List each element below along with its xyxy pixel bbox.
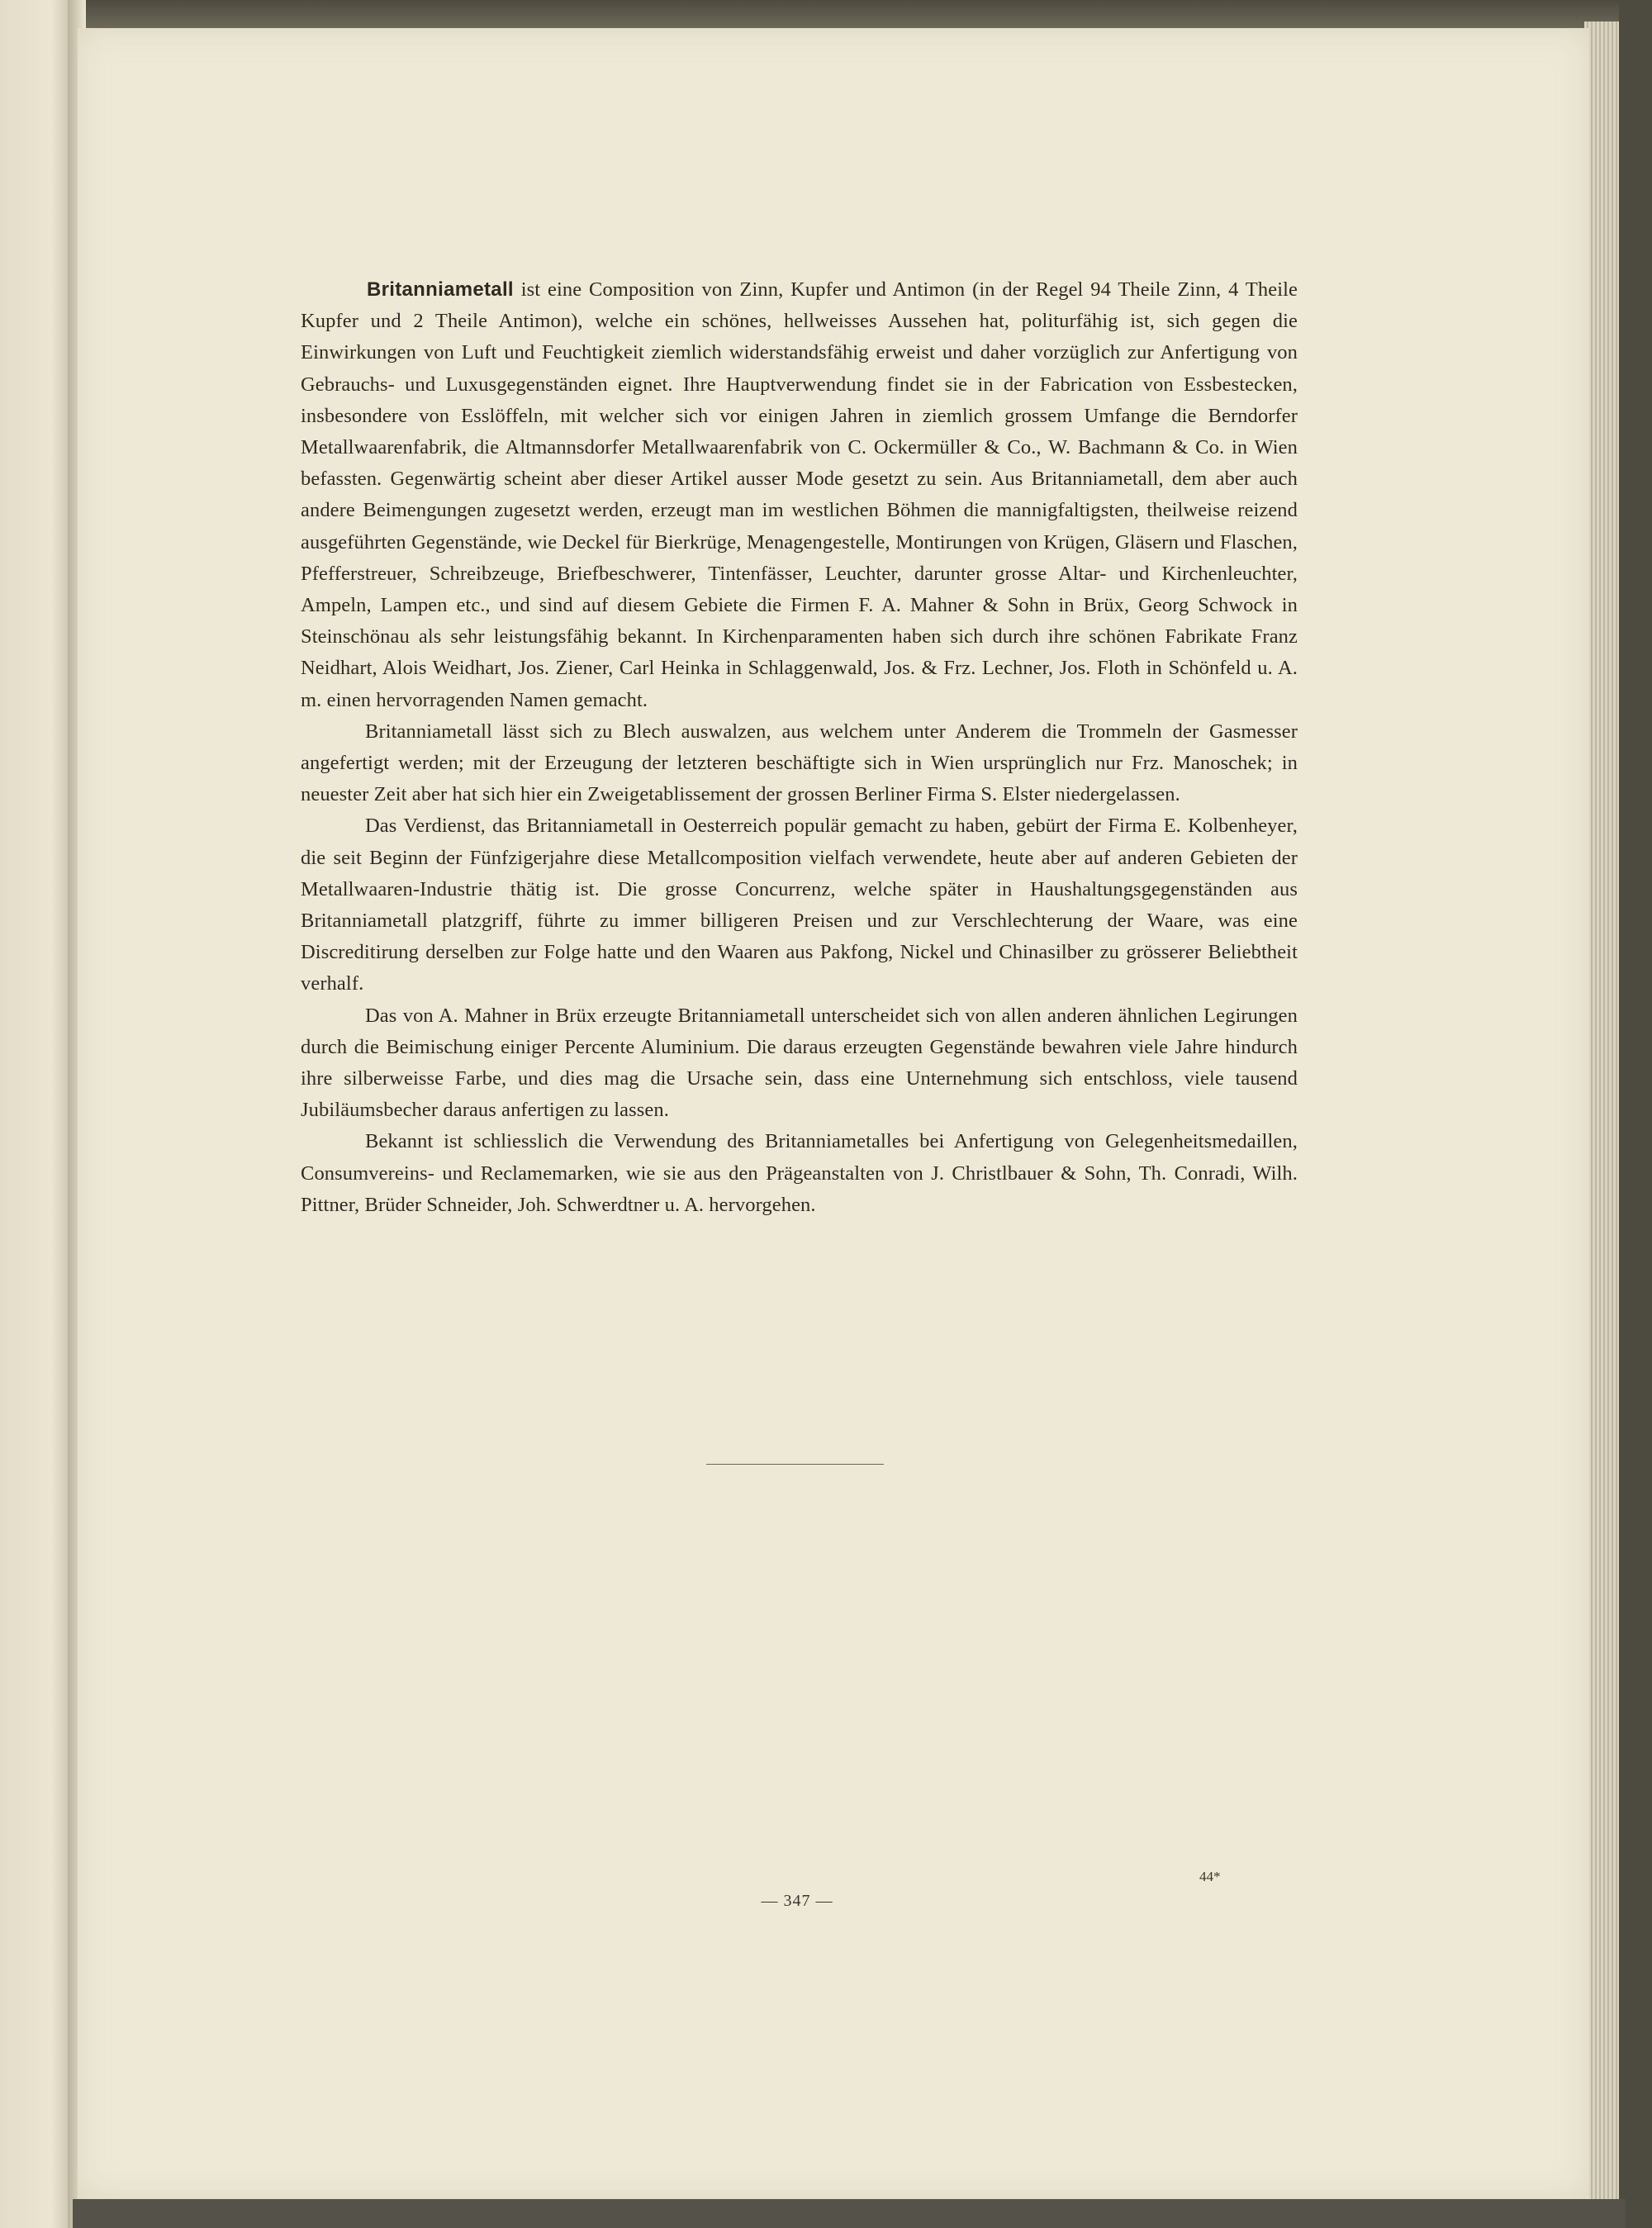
paragraph-5: Bekannt ist schliesslich die Verwendung des Britanniametalles bei Anfertigung von Gelegenheitsmedaillen, Consumvereins- und Reclamemarken, wie sie aus den Prägeanstalten von J. Christlbauer & Sohn, Th. Conradi, Wilh. Pittner, Brüder Schneider, Joh. Schwerdtner u. A. hervorgehen. — [301, 1130, 1298, 1216]
signature-mark: 44* — [1199, 1869, 1221, 1884]
paragraph-3: Das Verdienst, das Britanniametall in Oesterreich populär gemacht zu haben, gebürt der Firma E. Kolbenheyer, die seit Beginn der Fünfzigerjahre diese Metallcomposition vielfach verwendete, heute aber auf anderen Gebieten der Metallwaaren-Industrie thätig ist. Die grosse Concurrenz, welche später in Haushaltungsgegenständen aus Britanniametall platzgriff, führte zu immer billigeren Preisen und zur Verschlechterung der Waare, was eine Discreditirung derselben zur Folge hatte und den Waaren aus Pakfong, Nickel und Chinasilber zu grösserer Beliebtheit verhalf. — [301, 815, 1298, 995]
paragraph-2: Britanniametall lässt sich zu Blech auswalzen, aus welchem unter Anderem die Trommeln der Gasmesser angefertigt werden; mit der Erzeugung der letzteren beschäftigte sich in Wien ursprünglich nur Frz. Manoschek; in neuester Zeit aber hat sich hier ein Zweigetablissement der grossen Berliner Firma S. Elster niedergelassen. — [301, 720, 1298, 806]
page-edges-stack — [1584, 21, 1619, 2206]
paragraph-1-text: ist eine Composition von Zinn, Kupfer und Antimon (in der Regel 94 Theile Zinn, 4 Theile Kupfer und 2 Theile Antimon), welche ein schönes, hellweisses Aussehen hat, politurfähig ist, sich gegen die Einwirkungen von Luft und Feuchtigkeit ziemlich widerstandsfähig erweist und daher vorzüglich zur Anfertigung von Gebrauchs- und Luxusgegenständen eignet. Ihre Hauptverwendung findet sie in der Fabrication von Essbestecken, insbesondere von Esslöffeln, mit welcher sich vor einigen Jahren in ziemlich grossem Umfange die Berndorfer Metallwaarenfabrik, die Altmannsdorfer Metallwaarenfabrik von C. Ockermüller & Co., W. Bachmann & Co. in Wien befassten. Gegenwärtig scheint aber dieser Artikel ausser Mode gesetzt zu sein. Aus Britanniametall, dem aber auch andere Beimengungen zugesetzt werden, erzeugt man im westlichen Böhmen die mannigfaltigsten, theilweise reizend ausgeführten Gegenstände, wie Deckel für Bierkrüge, Menagengestelle, Montirungen von Krügen, Gläsern und Flaschen, Pfefferstreuer, Schreibzeuge, Briefbeschwerer, Tintenfässer, Leuchter, darunter grosse Altar- und Kirchenleuchter, Ampeln, Lampen etc., und sind auf diesem Gebiete die Firmen F. A. Mahner & Sohn in Brüx, Georg Schwock in Steinschönau als sehr leistungsfähig bekannt. In Kirchenparamenten haben sich durch ihre schönen Fabrikate Franz Neidhart, Alois Weidhart, Jos. Ziener, Carl Heinka in Schlaggenwald, Jos. & Frz. Lechner, Jos. Floth in Schönfeld u. A. m. einen hervorragenden Namen gemacht. — [301, 278, 1298, 711]
paragraph-1 — [301, 274, 1298, 716]
section-end-rule — [706, 1464, 884, 1465]
scan-background-bottom — [73, 2199, 1626, 2228]
body-text — [301, 274, 1298, 1221]
scan-background-top — [73, 0, 1626, 28]
paragraph-4: Das von A. Mahner in Brüx erzeugte Britanniametall unterscheidet sich von allen anderen ähnlichen Legirungen durch die Beimischung einiger Percente Aluminium. Die daraus erzeugten Gegenstände bewahren viele Jahre hindurch ihre silberweisse Farbe, und dies mag die Ursache sein, dass eine Unternehmung sich entschloss, viele tausend Jubiläumsbecher daraus anfertigen zu lassen. — [301, 1004, 1298, 1122]
lead-term: Britanniametall — [367, 278, 514, 301]
scan-background-right — [1619, 0, 1652, 2228]
page-number: — 347 — — [761, 1892, 833, 1910]
facing-page-edge — [0, 0, 73, 2228]
